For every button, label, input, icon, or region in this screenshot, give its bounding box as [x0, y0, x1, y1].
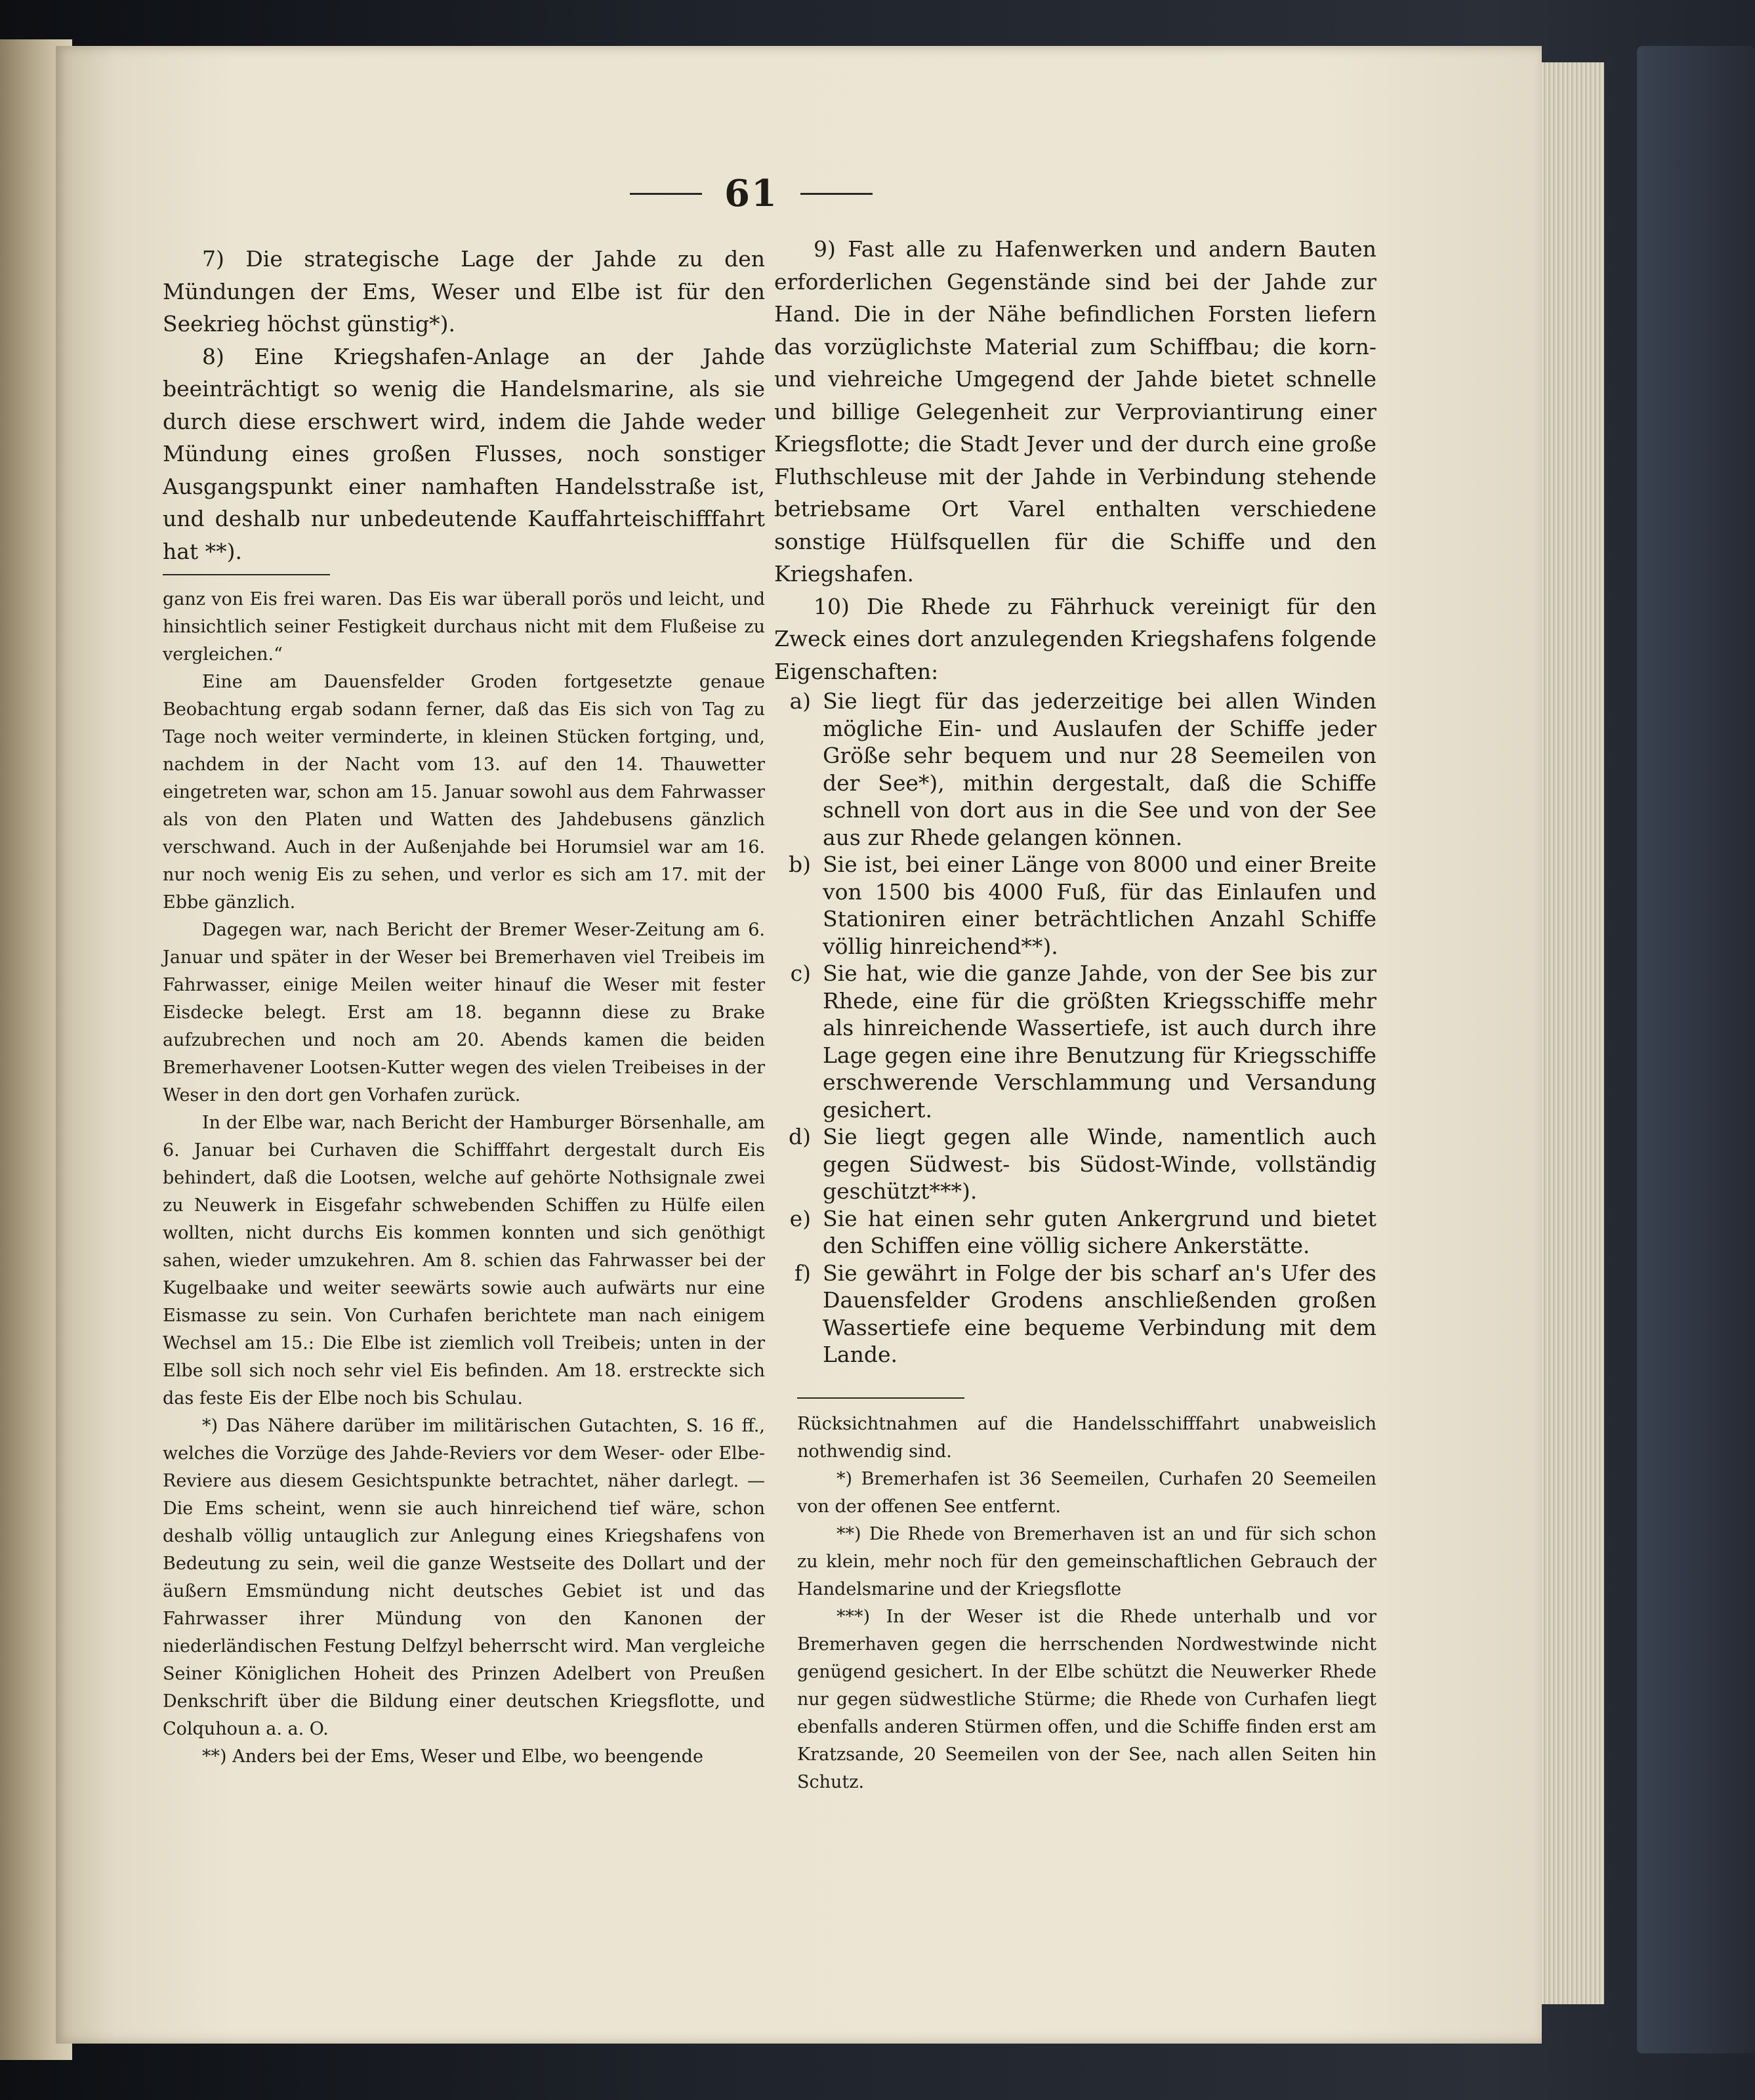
list-text: Sie ist, bei einer Länge von 8000 und einer Breite von 1500 bis 4000 Fuß, für das Einlaufen und Stationiren einer beträchtlichen Anzahl Schiffe völlig hinreichend**). [823, 852, 1376, 959]
page-number: 61 [724, 172, 778, 215]
paragraph-10: 10) Die Rhede zu Fährhuck vereinigt für den Zweck eines dort anzulegenden Kriegshafens folgende Eigenschaften: [774, 593, 1376, 684]
paragraph-7: 7) Die strategische Lage der Jahde zu den Mündungen der Ems, Weser und Elbe ist für den Seekrieg höchst günstig*). [163, 246, 765, 337]
list-item [774, 1205, 1376, 1260]
list-item [774, 1123, 1376, 1205]
properties-list [774, 688, 1376, 1369]
list-item [774, 960, 1376, 1123]
list-marker: f) [794, 1260, 811, 1286]
list-text: Sie hat, wie die ganze Jahde, von der See bis zur Rhede, eine für die größten Kriegsschiffe mehr als hinreichende Wassertiefe, ist auch durch ihre Lage gegen eine ihre Benutzung für Kriegsschiffe erschwerende Verschlammung und Versandung gesichert. [823, 960, 1376, 1122]
list-text: Sie liegt gegen alle Winde, namentlich auch gegen Südwest- bis Südost-Winde, vollständig geschützt***). [823, 1124, 1376, 1204]
header-rule-left [630, 193, 702, 195]
footnote: **) Anders bei der Ems, Weser und Elbe, wo beengende [202, 1746, 703, 1767]
list-marker: a) [789, 688, 811, 714]
footnote: **) Die Rhede von Bremerhaven ist an und für sich schon zu klein, mehr noch für den gemeinschaftlichen Gebrauch der Handelsmarine und der Kriegsflotte [797, 1523, 1376, 1599]
header-rule-right [800, 193, 873, 195]
book-cover-edge [1637, 46, 1755, 2053]
continued-footnote: Rücksichtnahmen auf die Handelsschifffahrt unabweislich nothwendig sind. [797, 1413, 1376, 1462]
list-marker: e) [789, 1205, 811, 1231]
list-item [774, 688, 1376, 851]
continued-text: ganz von Eis frei waren. Das Eis war überall porös und leicht, und hinsichtlich seiner Festigkeit durchaus nicht mit dem Flußeise zu vergleichen.“ [163, 589, 765, 665]
left-column [163, 243, 765, 1771]
right-column [774, 233, 1376, 1796]
footnote-rule [797, 1397, 964, 1399]
footnotes [774, 1410, 1376, 1796]
list-text: Sie gewährt in Folge der bis scharf an's Ufer des Dauensfelder Grodens anschließenden großen Wassertiefe eine bequeme Verbindung mit dem Lande. [823, 1260, 1376, 1367]
paragraph-9: 9) Fast alle zu Hafenwerken und andern Bauten erforderlichen Gegenstände sind bei der Jahde zur Hand. Die in der Nähe befindlichen Forsten liefern das vorzüglichste Material zum Schiffbau; die korn- und viehreiche Umgegend der Jahde bietet schnelle und billige Gelegenheit zur Verproviantirung einer Kriegsflotte; die Stadt Jever und der durch eine große Fluthschleuse mit der Jahde in Verbindung stehende betriebsame Ort Varel enthalten verschiedene sonstige Hülfsquellen für die Schiffe und den Kriegshafen. [774, 236, 1376, 587]
list-marker: c) [790, 960, 811, 986]
list-marker: d) [789, 1124, 811, 1149]
footnote: ***) In der Weser ist die Rhede unterhalb und vor Bremerhaven gegen die herrschenden Nordwestwinde nicht genügend gesichert. In der Elbe schützt die Neuwerker Rhede nur gegen südwestliche Stürme; die Rhede von Curhafen liegt ebenfalls anderen Stürmen offen, und die Schiffe finden erst am Kratzsande, 20 Seemeilen von der See, nach allen Seiten hin Schutz. [797, 1606, 1376, 1792]
list-text: Sie liegt für das jederzeitige bei allen Winden mögliche Ein- und Auslaufen der Schiffe jeder Größe sehr bequem und nur 28 Seemeilen von der See*), mithin dergestalt, daß die Schiffe schnell von dort aus in die See und von der See aus zur Rhede gelangen können. [823, 688, 1376, 850]
list-marker: b) [789, 852, 811, 877]
footnote: *) Bremerhafen ist 36 Seemeilen, Curhafen 20 Seemeilen von der offenen See entfernt. [797, 1468, 1376, 1517]
paragraph-8: 8) Eine Kriegshafen-Anlage an der Jahde beeinträchtigt so wenig die Handelsmarine, als sie durch diese erschwert wird, indem die Jahde weder Mündung eines großen Flusses, noch sonstiger Ausgangspunkt einer namhaften Handelsstraße ist, und deshalb nur unbedeutende Kauffahrteischifffahrt hat **). [163, 343, 765, 564]
page-header [594, 167, 909, 220]
list-text: Sie hat einen sehr guten Ankergrund und bietet den Schiffen eine völlig sichere Ankerstätte. [823, 1205, 1376, 1258]
text-paragraph: In der Elbe war, nach Bericht der Hamburger Börsenhalle, am 6. Januar bei Curhaven die Schifffahrt dergestalt durch Eis behindert, daß die Lootsen, welche auf gehörte Nothsignale zwei zu Neuwerk in Eisgefahr schwebenden Schiffen zu Hülfe eilen wollten, nicht durchs Eis kommen konnten und sich genöthigt sahen, wieder umzukehren. Am 8. schien das Fahrwasser bei der Kugelbaake und weiter seewärts sowie auch aufwärts nur eine Eismasse zu sein. Von Curhafen berichtete man nach einigem Wechsel am 15.: Die Elbe ist ziemlich voll Treibeis; unten in der Elbe soll sich noch sehr viel Eis befinden. Am 18. erstreckte sich das feste Eis der Elbe noch bis Schulau. [163, 1113, 765, 1409]
text-paragraph: Dagegen war, nach Bericht der Bremer Weser-Zeitung am 6. Januar und später in der Weser bei Bremerhaven viel Treibeis im Fahrwasser, einige Meilen weiter hinauf die Weser mit fester Eisdecke belegt. Erst am 18. begannn diese zu Brake aufzubrechen und noch am 20. Abends kamen die beiden Bremerhavener Lootsen-Kutter wegen des vielen Treibeises in der Weser in den dort gen Vorhafen zurück. [163, 920, 765, 1105]
footnote-rule [163, 574, 330, 575]
footnote: *) Das Nähere darüber im militärischen Gutachten, S. 16 ff., welches die Vorzüge des Jahde-Reviers vor dem Weser- oder Elbe-Reviere aus diesem Gesichtspunkte betrachtet, näher darlegt. — Die Ems scheint, wenn sie auch hinreichend tief wäre, schon deshalb völlig untauglich zur Anlegung eines Kriegshafens von Bedeutung zu sein, weil die ganze Westseite des Dollart und der äußern Emsmündung nicht deutsches Gebiet ist und das Fahrwasser ihrer Mündung von den Kanonen der niederländischen Festung Delfzyl beherrscht wird. Man vergleiche Seiner Königlichen Hoheit des Prinzen Adelbert von Preußen Denkschrift über die Bildung einer deutschen Kriegsflotte, und Colquhoun a. a. O. [163, 1416, 765, 1739]
page-stack-edges [1532, 62, 1604, 2004]
list-item [774, 1260, 1376, 1369]
text-paragraph: Eine am Dauensfelder Groden fortgesetzte genaue Beobachtung ergab sodann ferner, daß das Eis sich von Tag zu Tage noch weiter verminderte, in kleinen Stücken fortging, und, nachdem in der Nacht vom 13. auf den 14. Thauwetter eingetreten war, schon am 15. Januar sowohl aus dem Fahrwasser als von den Platen und Watten des Jahdebusens gänzlich verschwand. Auch in der Außenjahde bei Horumsiel war am 16. nur noch wenig Eis zu sehen, und verlor es sich am 17. mit der Ebbe gänzlich. [163, 672, 765, 913]
list-item [774, 851, 1376, 960]
